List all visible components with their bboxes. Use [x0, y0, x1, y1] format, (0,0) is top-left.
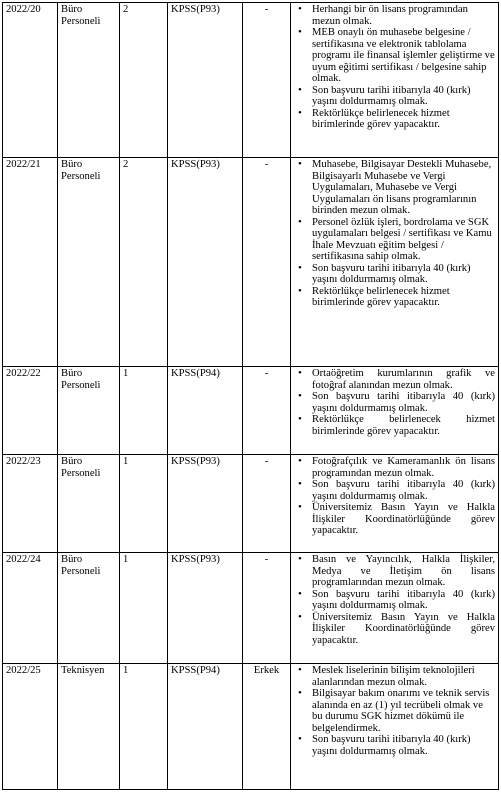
- requirements-list: [294, 368, 495, 437]
- requirement-item: • Son başvuru tarihi itibarıyla 40 (kırk) yaşını doldurmamış olmak.: [294, 263, 495, 286]
- requirements-cell: [291, 553, 499, 664]
- requirement-item: • Son başvuru tarihi itibarıyla 40 (kırk) yaşını doldurmamış olmak.: [294, 734, 495, 757]
- requirement-item: • Muhasebe, Bilgisayar Destekli Muhasebe, Bilgisayarlı Muhasebe ve Vergi Uygulamaları, Muhasebe ve Vergi Uygulamaları ön lisans programlarının birinden mezun olmak.: [294, 159, 495, 217]
- gender: -: [243, 3, 291, 158]
- table-row: [3, 3, 499, 158]
- position-title: Büro Personeli: [58, 553, 120, 664]
- exam-type: KPSS(P93): [168, 455, 243, 553]
- requirement-item: • Rektörlükçe belirlenecek hizmet birimlerinde görev yapacaktır.: [294, 286, 495, 309]
- position-count: 2: [120, 158, 168, 367]
- requirement-item: • Son başvuru tarihi itibarıyla 40 (kırk) yaşını doldurmamış olmak.: [294, 589, 495, 612]
- positions-table: [2, 2, 499, 790]
- exam-type: KPSS(P93): [168, 3, 243, 158]
- requirements-list: [294, 554, 495, 646]
- requirement-item: • Bilgisayar bakım onarımı ve teknik servis alanında en az (1) yıl tecrübeli olmak ve bu durumu SGK hizmet dökümü ile belgelendirmek.: [294, 688, 495, 734]
- position-code: 2022/20: [3, 3, 58, 158]
- requirements-cell: [291, 664, 499, 790]
- requirement-item: • Son başvuru tarihi itibarıyla 40 (kırk) yaşını doldurmamış olmak.: [294, 391, 495, 414]
- requirement-item: • MEB onaylı ön muhasebe belgesine / sertifikasına ve elektronik tablolama programı ile finansal işlemler geliştirme ve uyum eğitimi sertifikası / belgesine sahip olmak.: [294, 27, 495, 85]
- requirement-item: • Son başvuru tarihi itibarıyla 40 (kırk) yaşını doldurmamış olmak.: [294, 85, 495, 108]
- position-title: Büro Personeli: [58, 158, 120, 367]
- position-code: 2022/24: [3, 553, 58, 664]
- requirements-cell: [291, 158, 499, 367]
- requirements-cell: [291, 3, 499, 158]
- gender: -: [243, 455, 291, 553]
- requirement-item: • Rektörlükçe belirlenecek hizmet birimlerinde görev yapacaktır.: [294, 108, 495, 131]
- requirements-list: [294, 159, 495, 309]
- requirement-item: • Üniversitemiz Basın Yayın ve Halkla İlişkiler Koordinatörlüğünde görev yapacaktır.: [294, 502, 495, 537]
- position-title: Büro Personeli: [58, 367, 120, 455]
- position-count: 1: [120, 664, 168, 790]
- exam-type: KPSS(P93): [168, 553, 243, 664]
- requirement-item: • Herhangi bir ön lisans programından mezun olmak.: [294, 4, 495, 27]
- table-row: [3, 455, 499, 553]
- table-row: [3, 367, 499, 455]
- requirements-list: [294, 4, 495, 131]
- position-count: 1: [120, 455, 168, 553]
- gender: Erkek: [243, 664, 291, 790]
- position-code: 2022/21: [3, 158, 58, 367]
- position-count: 1: [120, 553, 168, 664]
- requirement-item: • Ortaöğretim kurumlarının grafik ve fotoğraf alanından mezun olmak.: [294, 368, 495, 391]
- position-count: 2: [120, 3, 168, 158]
- exam-type: KPSS(P94): [168, 367, 243, 455]
- table-row: [3, 158, 499, 367]
- exam-type: KPSS(P93): [168, 158, 243, 367]
- gender: -: [243, 367, 291, 455]
- position-code: 2022/23: [3, 455, 58, 553]
- position-count: 1: [120, 367, 168, 455]
- exam-type: KPSS(P94): [168, 664, 243, 790]
- requirement-item: • Rektörlükçe belirlenecek hizmet birimlerinde görev yapacaktır.: [294, 414, 495, 437]
- requirement-item: • Personel özlük işleri, bordrolama ve SGK uygulamaları belgesi / sertifikası ve Kamu İhale Mevzuatı eğitim belgesi / sertifikasına sahip olmak.: [294, 217, 495, 263]
- position-title: Teknisyen: [58, 664, 120, 790]
- gender: -: [243, 158, 291, 367]
- requirement-item: • Basın ve Yayıncılık, Halkla İlişkiler, Medya ve İletişim ön lisans programlarından mezun olmak.: [294, 554, 495, 589]
- table-row: [3, 664, 499, 790]
- requirements-cell: [291, 455, 499, 553]
- table-row: [3, 553, 499, 664]
- requirements-cell: [291, 367, 499, 455]
- position-title: Büro Personeli: [58, 455, 120, 553]
- requirements-list: [294, 665, 495, 757]
- requirement-item: • Son başvuru tarihi itibarıyla 40 (kırk) yaşını doldurmamış olmak.: [294, 479, 495, 502]
- requirement-item: • Meslek liselerinin bilişim teknolojileri alanlarından mezun olmak.: [294, 665, 495, 688]
- position-code: 2022/22: [3, 367, 58, 455]
- position-code: 2022/25: [3, 664, 58, 790]
- requirement-item: • Üniversitemiz Basın Yayın ve Halkla İlişkiler Koordinatörlüğünde görev yapacaktır.: [294, 612, 495, 647]
- position-title: Büro Personeli: [58, 3, 120, 158]
- requirements-list: [294, 456, 495, 537]
- gender: -: [243, 553, 291, 664]
- requirement-item: • Fotoğrafçılık ve Kameramanlık ön lisans programından mezun olmak.: [294, 456, 495, 479]
